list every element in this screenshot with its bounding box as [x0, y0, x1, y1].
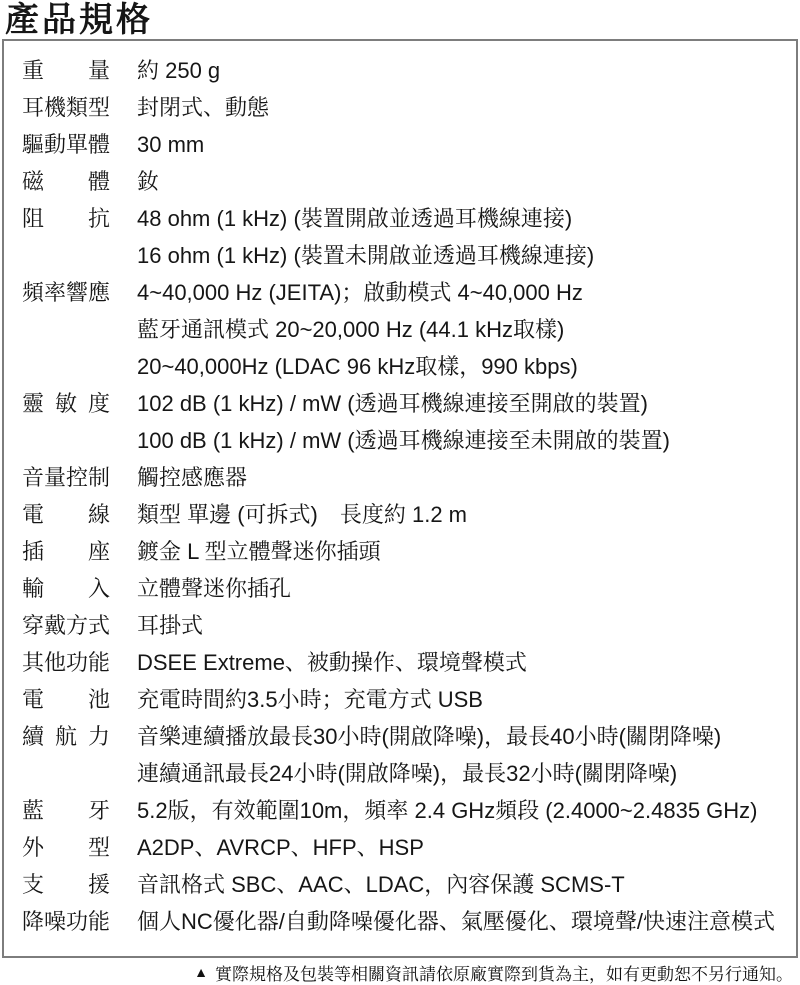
spec-value-line: 個人NC優化器/自動降噪優化器、氣壓優化、環境聲/快速注意模式	[137, 909, 776, 934]
spec-row-value	[137, 126, 204, 163]
spec-row-label: 輸 入	[22, 576, 111, 601]
spec-row-label: 穿戴方式	[22, 613, 111, 638]
spec-row	[22, 792, 792, 829]
spec-row	[22, 681, 792, 718]
spec-row-label: 電 線	[22, 502, 111, 527]
spec-row-label: 頻率響應	[22, 280, 111, 305]
spec-value-line: 音樂連續播放最長30小時(開啟降噪)，最長40小時(關閉降噪)	[137, 724, 722, 749]
spec-row-value	[137, 866, 625, 903]
spec-row	[22, 829, 792, 866]
spec-table	[2, 39, 798, 958]
spec-row	[22, 903, 792, 940]
spec-row	[22, 533, 792, 570]
spec-row	[22, 385, 792, 459]
spec-value-line: 約 250 g	[137, 58, 221, 83]
spec-row-label: 阻 抗	[22, 206, 111, 231]
spec-row-value	[137, 496, 467, 533]
spec-row-label: 續 航 力	[22, 724, 111, 749]
spec-row-label: 耳機類型	[22, 95, 111, 120]
spec-row-value	[137, 52, 220, 89]
spec-row	[22, 89, 792, 126]
spec-row-label: 插 座	[22, 539, 111, 564]
spec-value-line: 耳掛式	[137, 613, 204, 638]
spec-value-line: DSEE Extreme、被動操作、環境聲模式	[137, 650, 527, 675]
spec-value-line: 鍍金 L 型立體聲迷你插頭	[137, 539, 381, 564]
spec-row-label: 其他功能	[22, 650, 111, 675]
spec-value-line: 48 ohm (1 kHz) (裝置開啟並透過耳機線連接)	[137, 206, 573, 231]
spec-row-value	[137, 459, 247, 496]
spec-row	[22, 496, 792, 533]
spec-value-line: 觸控感應器	[137, 465, 248, 490]
spec-row-value	[137, 274, 583, 385]
spec-row	[22, 163, 792, 200]
spec-value-line: A2DP、AVRCP、HFP、HSP	[137, 835, 424, 860]
spec-row	[22, 644, 792, 681]
spec-row	[22, 607, 792, 644]
spec-value-line: 20~40,000Hz (LDAC 96 kHz取樣，990 kbps)	[137, 354, 578, 379]
spec-row-value	[137, 200, 594, 274]
spec-value-line: 釹	[137, 169, 160, 194]
spec-value-line: 30 mm	[137, 132, 205, 157]
warning-triangle-icon: ▲	[194, 964, 208, 980]
spec-value-line: 封閉式、動態	[137, 95, 270, 120]
spec-row	[22, 866, 792, 903]
spec-row-value	[137, 570, 291, 607]
spec-value-line: 類型 單邊 (可拆式) 長度約 1.2 m	[137, 502, 468, 527]
spec-value-line: 立體聲迷你插孔	[137, 576, 292, 601]
spec-row-value	[137, 829, 424, 866]
spec-value-line: 5.2版，有效範圍10m，頻率 2.4 GHz頻段 (2.4000~2.4835 GHz)	[137, 798, 758, 823]
spec-row-label: 重 量	[22, 58, 111, 83]
spec-row-value	[137, 385, 670, 459]
spec-row-label: 藍 牙	[22, 798, 111, 823]
page-title: 產品規格	[5, 1, 153, 39]
spec-value-line: 藍牙通訊模式 20~20,000 Hz (44.1 kHz取樣)	[137, 317, 565, 342]
spec-row-value	[137, 533, 381, 570]
spec-row	[22, 459, 792, 496]
spec-row-value	[137, 644, 527, 681]
spec-row-label: 支 援	[22, 872, 111, 897]
spec-row-value	[137, 718, 721, 792]
spec-row-value	[137, 903, 775, 940]
spec-row-label: 外 型	[22, 835, 111, 860]
spec-value-line: 16 ohm (1 kHz) (裝置未開啟並透過耳機線連接)	[137, 243, 595, 268]
spec-row-label: 驅動單體	[22, 132, 111, 157]
footer-note-text: 實際規格及包裝等相關資訊請依原廠實際到貨為主，如有更動恕不另行通知。	[215, 964, 793, 984]
spec-value-line: 音訊格式 SBC、AAC、LDAC，內容保護 SCMS-T	[137, 872, 625, 897]
spec-row-value	[137, 792, 758, 829]
spec-value-line: 102 dB (1 kHz) / mW (透過耳機線連接至開啟的裝置)	[137, 391, 648, 416]
spec-row-label: 磁 體	[22, 169, 111, 194]
spec-row	[22, 570, 792, 607]
spec-row-label: 音量控制	[22, 465, 111, 490]
spec-row-value	[137, 607, 203, 644]
spec-row-value	[137, 89, 269, 126]
spec-row-label: 降噪功能	[22, 909, 111, 934]
spec-value-line: 連續通訊最長24小時(開啟降噪)，最長32小時(關閉降噪)	[137, 761, 678, 786]
spec-row	[22, 52, 792, 89]
spec-row-value	[137, 681, 483, 718]
spec-row	[22, 718, 792, 792]
spec-value-line: 100 dB (1 kHz) / mW (透過耳機線連接至未開啟的裝置)	[137, 428, 670, 453]
spec-row	[22, 126, 792, 163]
spec-value-line: 4~40,000 Hz (JEITA)；啟動模式 4~40,000 Hz	[137, 280, 583, 305]
spec-row-label: 靈 敏 度	[22, 391, 111, 416]
footer-note	[0, 958, 800, 984]
spec-row-value	[137, 163, 159, 200]
spec-row	[22, 200, 792, 274]
spec-row	[22, 274, 792, 385]
spec-row-label: 電 池	[22, 687, 111, 712]
spec-value-line: 充電時間約3.5小時；充電方式 USB	[137, 687, 483, 712]
